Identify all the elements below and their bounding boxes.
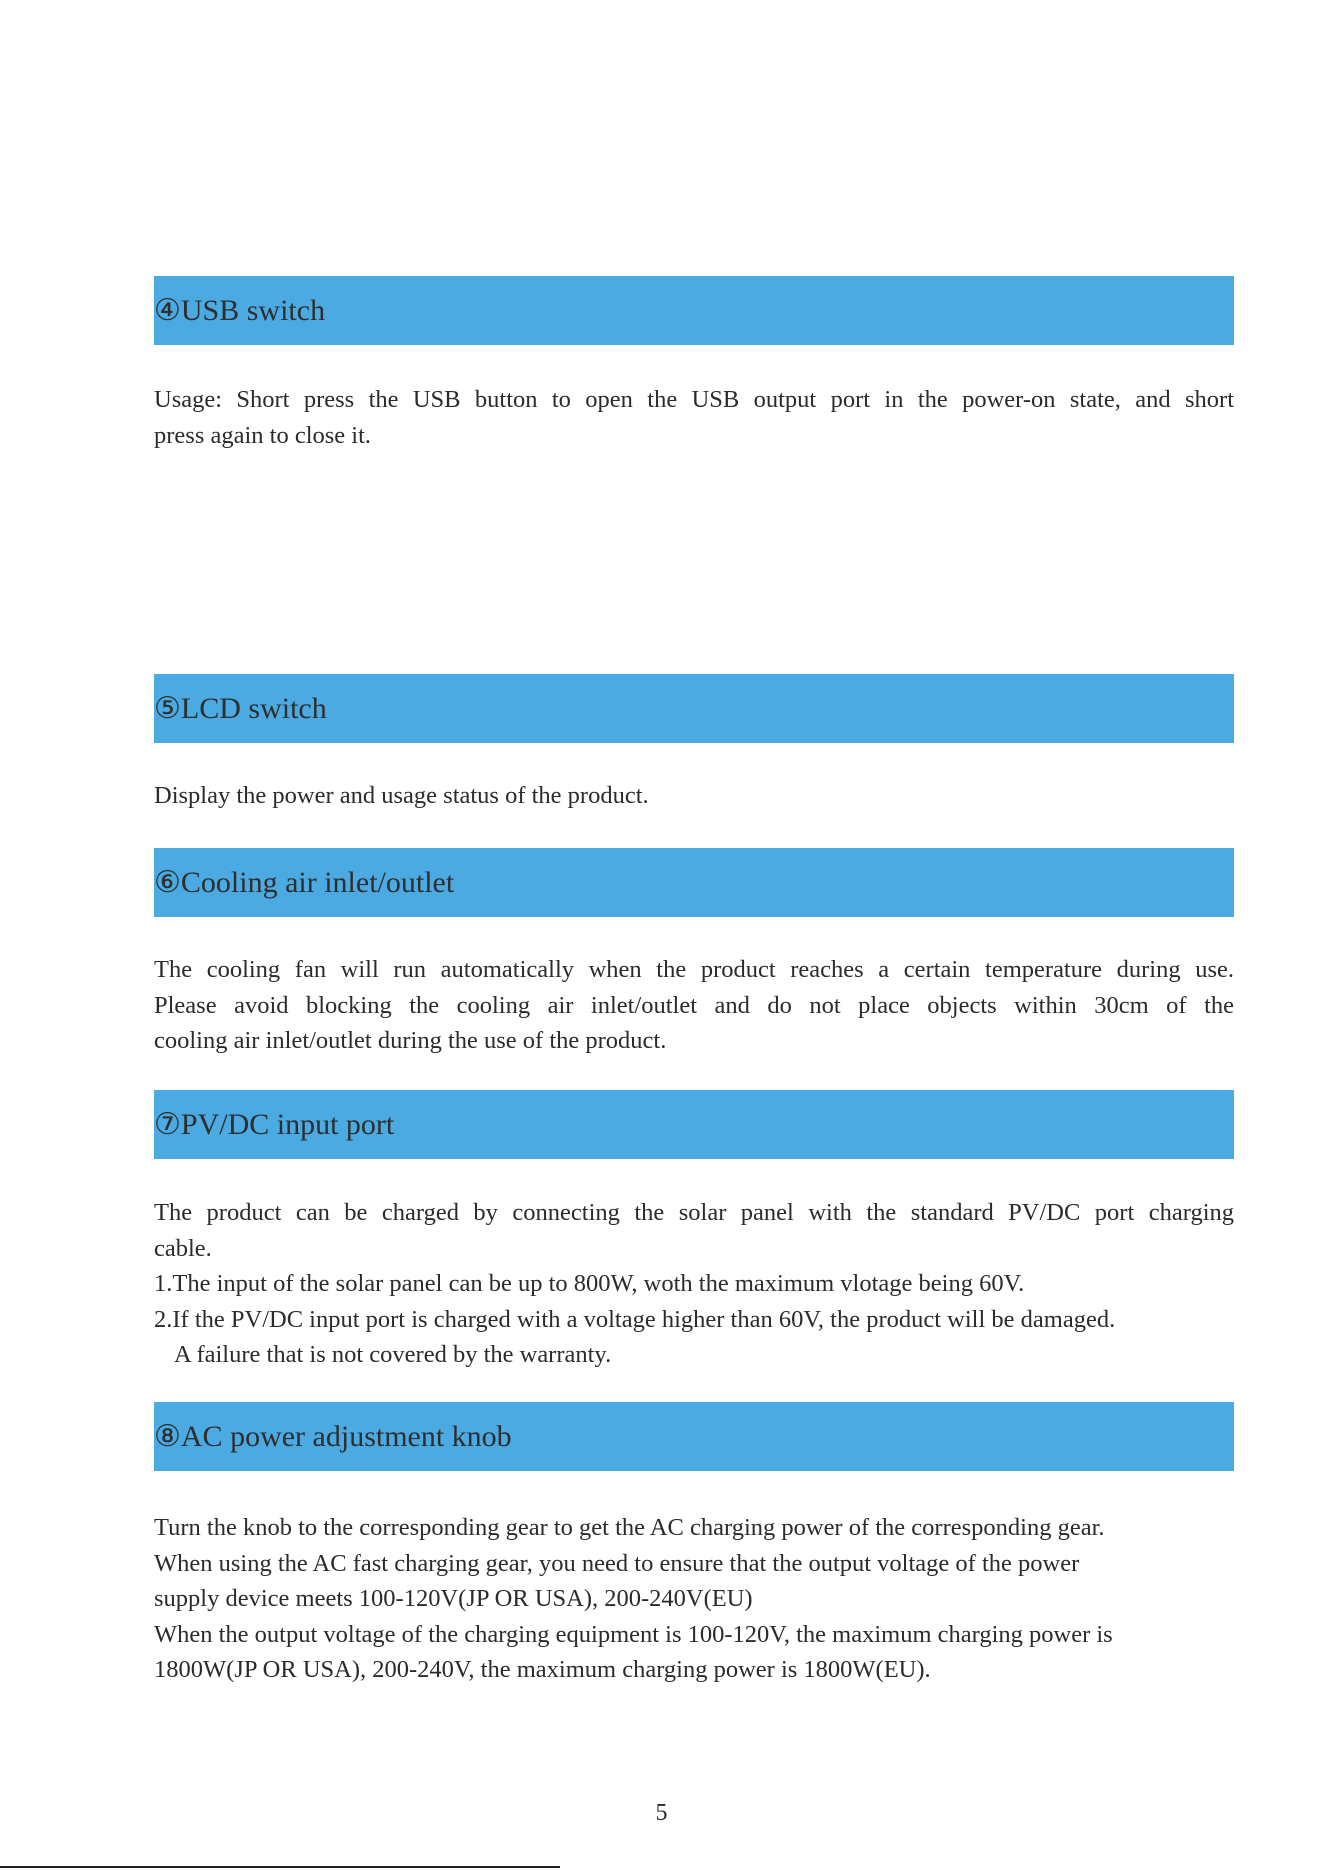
section-title: ⑧AC power adjustment knob (154, 1420, 512, 1453)
paragraph-lcd-switch (154, 778, 1234, 814)
paragraph-usb-switch (154, 382, 1234, 453)
page-number: 5 (655, 1800, 668, 1826)
section-header-usb-switch (154, 276, 1234, 345)
section-title: ⑤LCD switch (154, 692, 327, 725)
text-line: The cooling fan will run automatically when the product reaches a certain temperature during use. (154, 956, 1234, 983)
text-line: supply device meets 100-120V(JP OR USA), 200-240V(EU) (154, 1585, 753, 1612)
text-line: Usage: Short press the USB button to open the USB output port in the power-on state, and short (154, 386, 1234, 413)
section-header-ac-power-knob (154, 1402, 1234, 1471)
text-line: cooling air inlet/outlet during the use of the product. (154, 1027, 667, 1054)
section-title: ⑦PV/DC input port (154, 1108, 395, 1141)
paragraph-pv-dc-input (154, 1195, 1234, 1373)
text-line: 1.The input of the solar panel can be up to 800W, woth the maximum vlotage being 60V. (154, 1270, 1025, 1297)
paragraph-ac-power-knob (154, 1510, 1234, 1688)
section-header-cooling-air (154, 848, 1234, 917)
text-line: When using the AC fast charging gear, you need to ensure that the output voltage of the power (154, 1549, 1080, 1577)
section-header-lcd-switch (154, 674, 1234, 743)
text-line: 2.If the PV/DC input port is charged with a voltage higher than 60V, the product will be damaged. (154, 1305, 1116, 1333)
text-line: cable. (154, 1234, 212, 1262)
text-line: Display the power and usage status of the product. (154, 782, 649, 809)
section-title: ④USB switch (154, 294, 326, 327)
section-title: ⑥Cooling air inlet/outlet (154, 866, 455, 899)
section-header-pv-dc-input (154, 1090, 1234, 1159)
bottom-divider (0, 1866, 560, 1868)
text-line: Please avoid blocking the cooling air inlet/outlet and do not place objects within 30cm of the (154, 991, 1234, 1019)
paragraph-cooling-air (154, 952, 1234, 1059)
text-line: A failure that is not covered by the warranty. (174, 1341, 612, 1368)
text-line: The product can be charged by connecting the solar panel with the standard PV/DC port charging (154, 1199, 1234, 1226)
text-line: 1800W(JP OR USA), 200-240V, the maximum charging power is 1800W(EU). (154, 1656, 931, 1683)
text-line: When the output voltage of the charging equipment is 100-120V, the maximum charging power is (154, 1620, 1113, 1648)
text-line: Turn the knob to the corresponding gear to get the AC charging power of the corresponding gear. (154, 1514, 1105, 1541)
text-line: press again to close it. (154, 421, 372, 449)
